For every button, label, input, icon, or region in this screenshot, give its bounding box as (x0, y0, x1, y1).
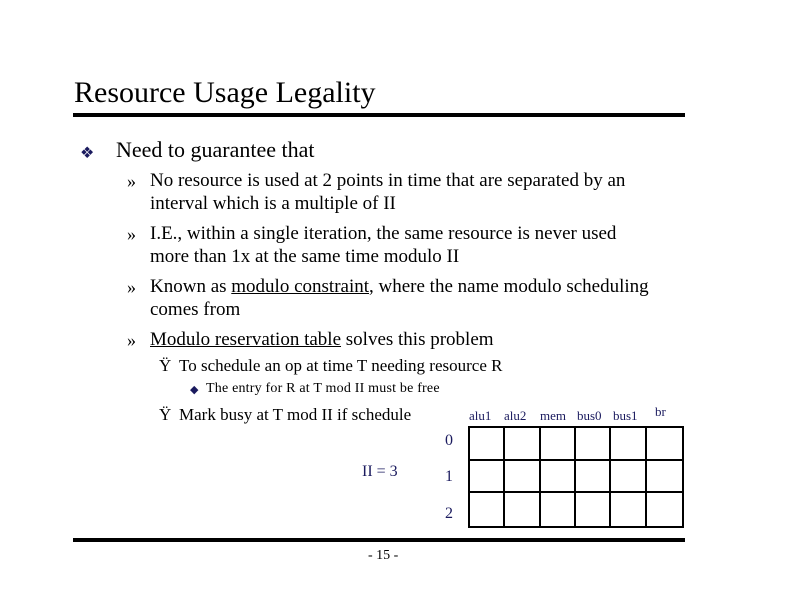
column-label-alu1: alu1 (469, 408, 492, 423)
table-cell (541, 461, 576, 494)
table-cell (647, 493, 682, 526)
chevron-bullet-icon: » (127, 171, 136, 191)
page-number: - 15 - (368, 548, 399, 563)
column-label-bus1: bus1 (613, 408, 638, 423)
table-cell (611, 428, 646, 461)
row-label-2: 2 (445, 505, 453, 522)
level3-bullet-icon: Ÿ (159, 356, 172, 375)
column-label-bus0: bus0 (577, 408, 602, 423)
row-label-1: 1 (445, 468, 453, 485)
table-cell (611, 461, 646, 494)
bullet-2-3-post: , where the name modulo scheduling (369, 276, 649, 297)
table-cell (505, 493, 540, 526)
bullet-2-4-post: solves this problem (341, 329, 494, 350)
table-cell (470, 493, 505, 526)
chevron-bullet-icon: » (127, 330, 136, 350)
bullet-2-1-line1: No resource is used at 2 points in time that are separated by an (150, 170, 626, 191)
title-divider (73, 113, 685, 117)
table-cell (576, 428, 611, 461)
column-label-alu2: alu2 (504, 408, 527, 423)
bullet-2-4-line1 (150, 329, 494, 351)
table-cell (647, 428, 682, 461)
table-cell (505, 428, 540, 461)
bullet-2-1-line2: interval which is a multiple of II (150, 193, 396, 214)
table-cell (470, 461, 505, 494)
column-label-mem: mem (540, 408, 566, 423)
diamond-bullet-icon: ❖ (80, 145, 95, 162)
row-label-0: 0 (445, 432, 453, 449)
bullet-3-1: To schedule an op at time T needing resource R (179, 356, 503, 375)
table-cell (647, 461, 682, 494)
table-cell (541, 428, 576, 461)
table-cell (505, 461, 540, 494)
modulo-reservation-table (468, 426, 684, 528)
bullet-4-1: The entry for R at T mod II must be free (206, 381, 440, 396)
modulo-reservation-table-term: Modulo reservation table (150, 329, 342, 350)
chevron-bullet-icon: » (127, 277, 136, 297)
chevron-bullet-icon: » (127, 224, 136, 244)
level4-diamond-icon: ◆ (190, 384, 199, 396)
table-cell (576, 461, 611, 494)
bullet-2-2-line1: I.E., within a single iteration, the same resource is never used (150, 223, 617, 244)
bullet-2-3-line2: comes from (150, 299, 241, 320)
bullet-2-3-pre: Known as (150, 276, 232, 297)
bullet-3-2: Mark busy at T mod II if schedule (179, 405, 412, 424)
table-cell (470, 428, 505, 461)
bullet-level1: Need to guarantee that (116, 137, 315, 162)
table-cell (576, 493, 611, 526)
level3-bullet-icon: Ÿ (159, 405, 172, 424)
table-cell (541, 493, 576, 526)
bullet-2-2-line2: more than 1x at the same time modulo II (150, 246, 460, 267)
table-cell (611, 493, 646, 526)
slide-title: Resource Usage Legality (74, 76, 376, 109)
footer-divider (73, 538, 685, 542)
initiation-interval-label: II = 3 (362, 463, 398, 480)
column-label-br: br (655, 404, 666, 419)
bullet-2-3-line1 (150, 276, 649, 298)
modulo-constraint-term: modulo constraint (231, 276, 370, 297)
